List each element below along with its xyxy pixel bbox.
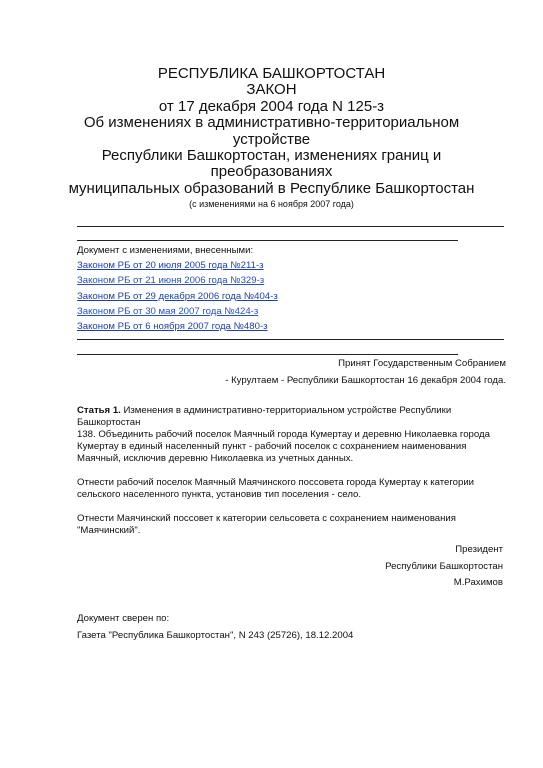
adoption-line-1: Принят Государственным Собранием [338, 358, 506, 369]
reference-intro: Документ сверен по: [77, 613, 170, 624]
title-date-number: от 17 декабря 2004 года N 125-з [158, 97, 385, 115]
article-number: Статья 1. [77, 405, 121, 416]
amendment-link-2[interactable]: Законом РБ от 21 июня 2006 года №329-з [77, 275, 265, 287]
article-heading-text: Изменения в административно-территориальном устройстве Республики Башкортостан [77, 405, 452, 428]
title-subject-3: Республики Башкортостан, изменениях границ и [101, 147, 442, 165]
adoption-statement [225, 356, 506, 389]
amendments-intro: Документ с изменениями, внесенными: [77, 245, 254, 256]
signature-block [385, 542, 503, 592]
source-reference [77, 611, 353, 644]
title-subject-5: муниципальных образований в Республике Башкортостан [68, 179, 475, 197]
article-paragraph-2: Отнести рабочий поселок Маячный Маячинского поссовета города Кумертау к категории сельского населенного пункта, установив тип поселения - село. [77, 477, 475, 500]
divider-mid-short [77, 354, 458, 355]
amendment-link-1[interactable]: Законом РБ от 20 июля 2005 года №211-з [77, 260, 264, 271]
amendment-link-4[interactable]: Законом РБ от 30 мая 2007 года №424-з [77, 305, 259, 317]
divider-mid-long [77, 339, 504, 340]
divider-top-short [77, 240, 458, 241]
signature-org: Республики Башкортостан [385, 560, 503, 572]
title-subject-4: преобразованиях [210, 163, 333, 181]
signature-title: Президент [455, 544, 503, 555]
title-subject-1: Об изменениях в административно-территориальном [83, 114, 460, 132]
reference-source: Газета "Республика Башкортостан", N 243 (25726), 18.12.2004 [77, 629, 354, 641]
article-heading [77, 405, 505, 429]
title-law: ЗАКОН [246, 81, 297, 99]
amendment-link-5[interactable]: Законом РБ от 6 ноября 2007 года №480-з [77, 321, 268, 333]
signature-name: М.Рахимов [453, 577, 503, 588]
amendment-link-3[interactable]: Законом РБ от 29 декабря 2006 года №404-з [77, 290, 278, 302]
revision-note: (с изменениями на 6 ноября 2007 года) [189, 199, 354, 210]
title-subject-2: устройстве [232, 130, 311, 148]
title-republic: РЕСПУБЛИКА БАШКОРТОСТАН [157, 65, 386, 82]
divider-top-long [77, 226, 504, 227]
article-paragraph-3: Отнести Маячинский поссовет к категории сельсовета с сохранением наименования "Маячинский". [77, 513, 456, 536]
law-title-block [60, 66, 483, 211]
adoption-line-2: - Курултаем - Республики Башкортостан 16 декабря 2004 года. [225, 374, 506, 386]
article-1 [77, 405, 505, 537]
article-paragraph-1: 138. Объединить рабочий поселок Маячный города Кумертау и деревню Николаевка города Кумертау в единый населенный пункт - рабочий поселок с сохранением наименования Маячный, исключив деревню Николаевка из учетных данных. [77, 429, 490, 464]
amendments-list [77, 258, 278, 334]
